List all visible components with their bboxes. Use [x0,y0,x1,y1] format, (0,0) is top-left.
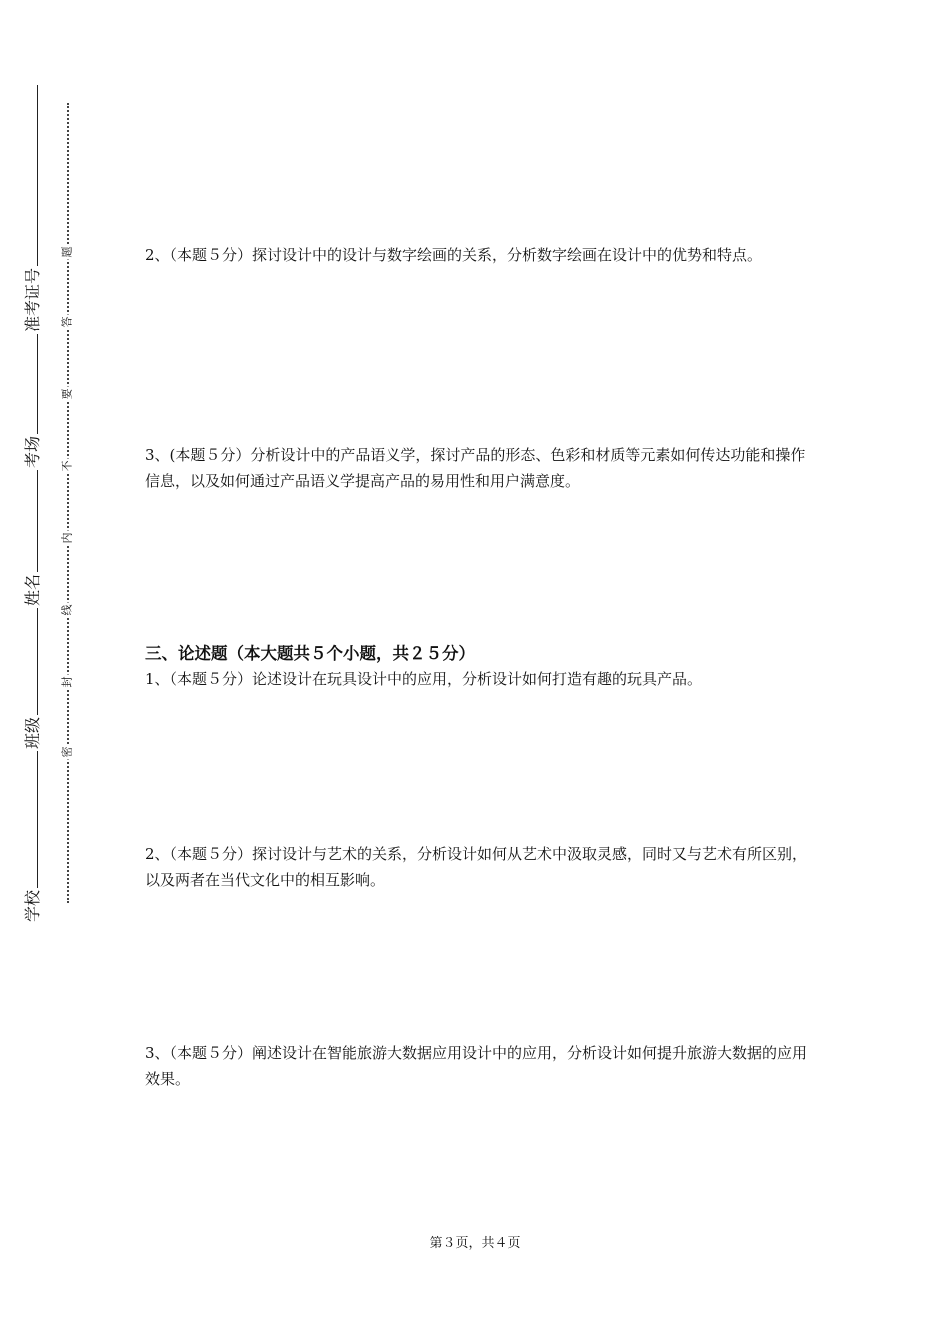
essay-question-2: 2、（本题５分）探讨设计与艺术的关系，分析设计如何从艺术中汲取灵感，同时又与艺术有所区别，以及两者在当代文化中的相互影响。 [145,845,808,889]
binding-note-yao: 要 [60,388,74,400]
binding-line-solid [37,85,38,915]
page-number: 第３页，共４页 [429,1236,521,1251]
section-title-essay: 三、论述题（本大题共５个小题，共２５分） [145,644,475,663]
binding-line-dotted [67,103,69,903]
question-2-short: 2、（本题５分）探讨设计中的设计与数字绘画的关系，分析数字绘画在设计中的优势和特点。 [145,246,763,264]
question-3-short: 3、(本题５分）分析设计中的产品语义学，探讨产品的形态、色彩和材质等元素如何传达功能和操作信息，以及如何通过产品语义学提高产品的易用性和用户满意度。 [145,446,806,490]
binding-note-da: 答 [60,316,74,328]
essay-question-3: 3、（本题５分）阐述设计在智能旅游大数据应用设计中的应用，分析设计如何提升旅游大数据的应用效果。 [145,1044,808,1088]
binding-note-feng: 封 [60,676,74,688]
label-exam-room: 考场 [23,435,42,469]
binding-note-ti: 题 [60,246,74,258]
binding-note-bu: 不 [60,460,74,472]
label-name: 姓名 [23,573,42,607]
label-school: 学校 [23,889,42,923]
essay-question-1: 1、（本题５分）论述设计在玩具设计中的应用，分析设计如何打造有趣的玩具产品。 [145,670,703,688]
binding-note-xian: 线 [60,604,74,616]
binding-note-nei: 内 [60,532,74,544]
label-class: 班级 [23,716,42,750]
binding-note-mi: 密 [60,746,74,758]
label-exam-id: 准考证号 [23,267,42,333]
